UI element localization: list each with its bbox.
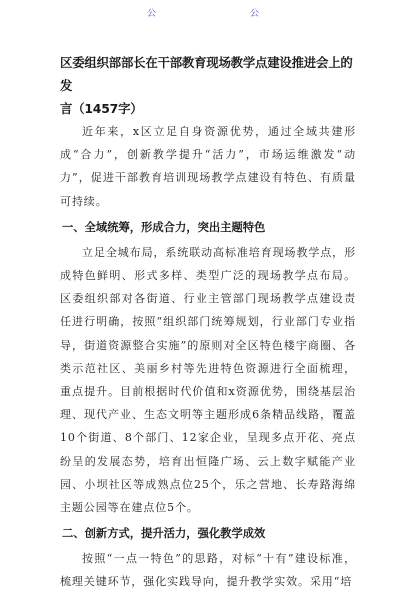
document-title xyxy=(60,51,356,120)
section1-paragraph: 立足全城布局，系统联动高标准培育现场教学点，形成特色鲜明、形式多样、类型广泛的现场教学点布局。区委组织部对各街道、行业主管部门现场教学点建设责任进行明确，按照“组织部门统筹规划，行业部门专业指导，街道资源整合实施”的原则对全区特色楼宇商圈、各类示范社区、美丽乡村等先进特色资源进行全面梳理，重点提升。目前根据时代价值和x资源优势，围绕基层治理、现代产业、生态文明等主题形成6条精品线路，覆盖10个街道、8个部门、12家企业，呈现多点开花、亮点纷呈的发展态势，培育出恒隆广场、云上数字赋能产业园、小坝社区等成熟点位25个，乐之营地、长寿路海绵主题公园等在建点位5个。 xyxy=(60,245,356,515)
header-left-mark: 公 xyxy=(147,9,157,19)
section1-heading: 一、全域统筹，形成合力，突出主题特色 xyxy=(62,220,266,234)
page-header xyxy=(0,6,408,24)
section2-paragraph: 按照“一点一特色”的思路，对标“十有”建设标准，梳理关键环节，强化实践导向，提升教学实效。采用“培 xyxy=(60,552,356,589)
section2-heading: 二、创新方式，提升活力，强化教学成效 xyxy=(62,527,266,541)
intro-paragraph: 近年来，x区立足自身资源优势，通过全域共建形成“合力”，创新教学提升“活力”，市场运维激发“动力”，促进干部教育培训现场教学点建设有特色、有质量可持续。 xyxy=(60,125,356,208)
document-title-line1: 区委组织部部长在干部教育现场教学点建设推进会上的发 xyxy=(60,55,353,93)
document-title-line2: 言（1457字） xyxy=(60,101,143,116)
document-body xyxy=(60,51,356,594)
header-right-mark: 公 xyxy=(250,9,260,19)
